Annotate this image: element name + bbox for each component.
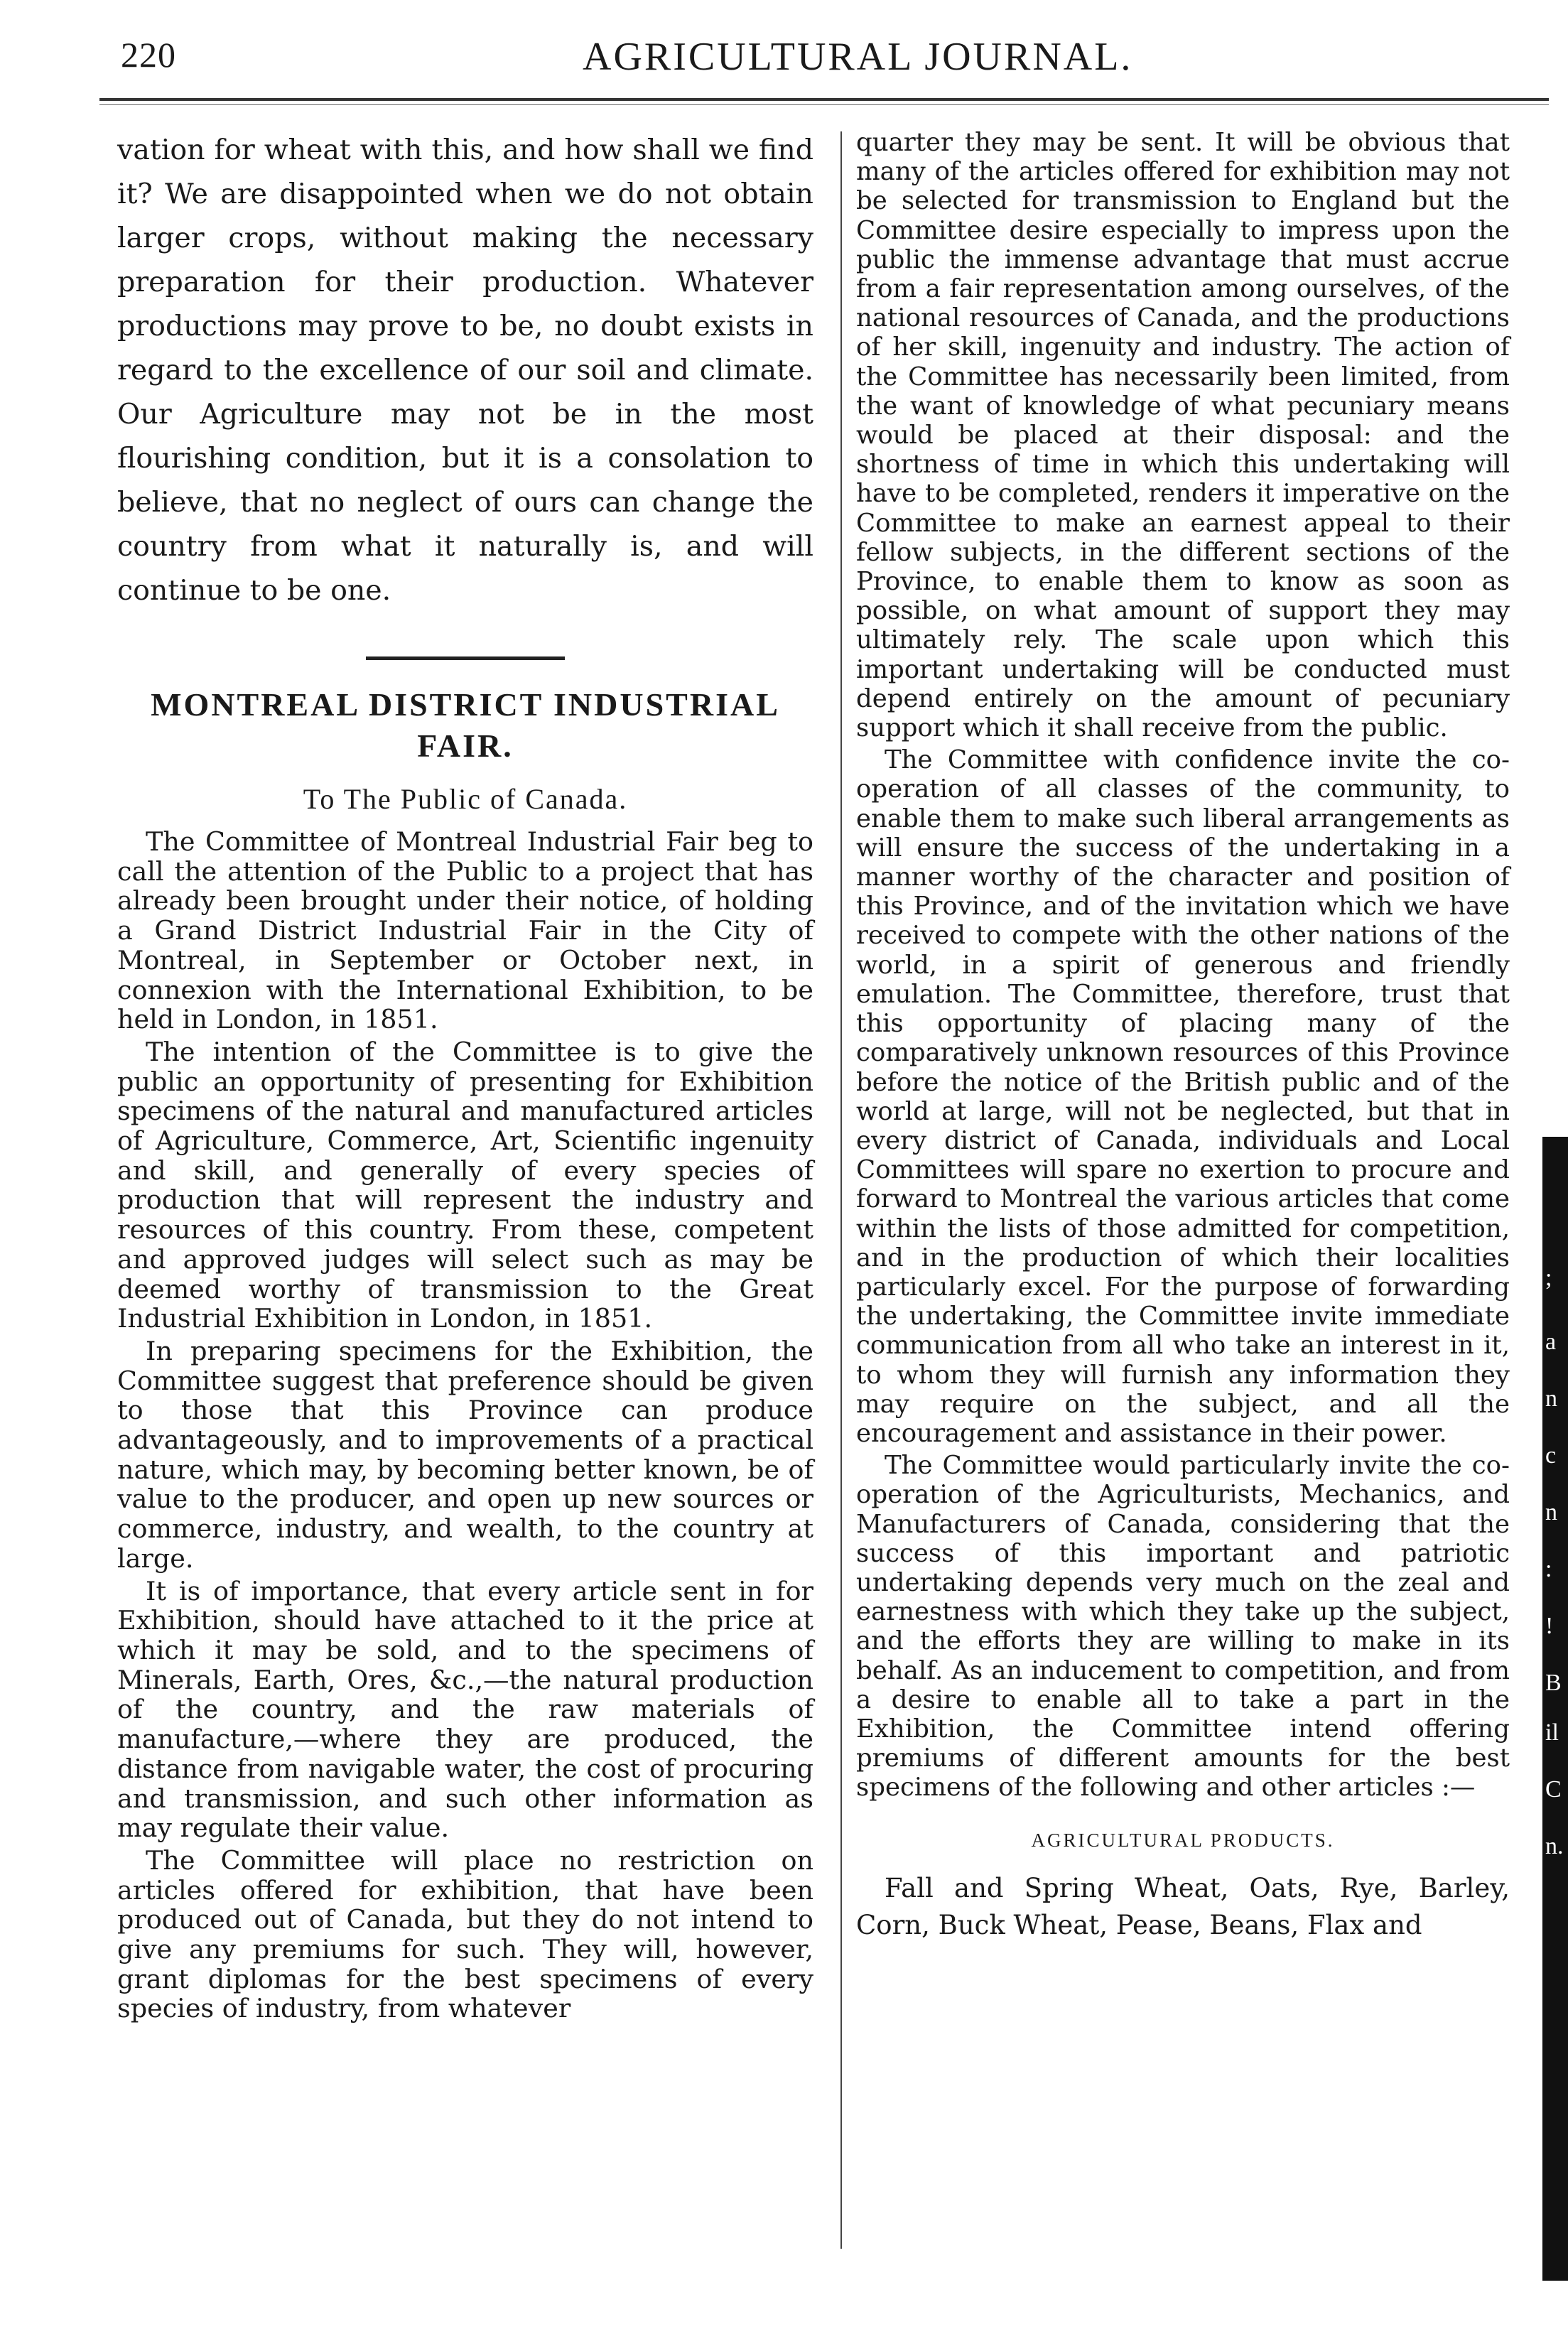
section-separator	[366, 656, 565, 660]
paragraph: The Committee of Montreal Industrial Fair beg to call the attention of the Public to a project that has already been brought under their notice, of holding a Grand District Industrial Fair in the City of Montreal, in September or October next, in connexion with the International Exhibition, to be held in London, in 1851.	[117, 826, 813, 1035]
header-rule	[99, 98, 1549, 101]
margin-mark: !	[1545, 1613, 1554, 1639]
paragraph: The intention of the Committee is to give the public an opportunity of presenting for Exhibition specimens of the natural and manufactured articles of Agriculture, Commerce, Art, Scientific ingenuity and skill, and generally of every species of production that will represent the industry and resources of this country. From these, competent and approved judges will select such as may be deemed worthy of transmission to the Great Industrial Exhibition in London, in 1851.	[117, 1036, 813, 1334]
header-rule-thin	[99, 104, 1549, 105]
right-column	[856, 128, 1510, 1944]
article-title: MONTREAL DISTRICT INDUSTRIAL FAIR.	[151, 686, 780, 764]
margin-mark: C	[1545, 1776, 1562, 1803]
margin-mark: n	[1545, 1385, 1557, 1412]
article-subtitle: To The Public of Canada.	[303, 783, 628, 815]
left-body	[117, 827, 813, 2023]
intro-passage	[117, 128, 813, 612]
bound-edge-gap	[1531, 1137, 1542, 2281]
margin-mark: B	[1545, 1670, 1562, 1696]
paragraph: The Committee will place no restriction on articles offered for exhibition, that have been produced out of Canada, but they do not intend to give any premiums for such. They will, however, grant diplomas for the best specimens of every species of industry, from whatever	[117, 1844, 813, 2024]
paragraph: The Committee with confidence invite the co-operation of all classes of the community, to enable them to make such liberal arrangements as will ensure the success of the undertaking in a manner worthy of the character and position of this Province, and of the invitation which we have received to compete with the other nations of the world, in a spirit of generous and friendly emulation. The Committee, therefore, trust that this opportunity of placing many of the comparatively unknown resources of this Province before the notice of the British public and of the world at large, will not be neglected, but that in every district of Canada, individuals and Local Committees will spare no exertion to procure and forward to Montreal the various articles that come within the lists of those admitted for competition, and in the production of which their localities particularly excel. For the purpose of forwarding the undertaking, the Committee invite immediate communication from all who take an interest in it, to whom they will furnish any information they may require on the subject, and all the encouragement and assistance in their power.	[856, 745, 1510, 1448]
paragraph: It is of importance, that every article sent in for Exhibition, should have attached to it the price at which it may be sold, and to the specimens of Minerals, Earth, Ores, &c.,—the natural production of the country, and the raw materials of manufacture,—where they are produced, the distance from navigable water, the cost of procuring and transmission, and such other information as may regulate their value.	[117, 1575, 813, 1844]
paragraph: Fall and Spring Wheat, Oats, Rye, Barley, Corn, Buck Wheat, Pease, Beans, Flax and	[856, 1872, 1510, 1940]
margin-mark: n	[1545, 1499, 1557, 1525]
page-header	[99, 27, 1520, 91]
column-divider	[840, 131, 842, 2249]
paragraph: quarter they may be sent. It will be obvious that many of the articles offered for exhibition may not be selected for transmission to England but the Committee desire especially to impress upon the public the immense advantage that must accrue from a fair representation among ourselves, of the national resources of Canada, and the productions of her skill, ingenuity and industry. The action of the Committee has necessarily been limited, from the want of knowledge of what pecuniary means would be placed at their disposal: and the shortness of time in which this undertaking will have to be completed, renders it imperative on the Committee to make an earnest appeal to their fellow subjects, in the different sections of the Province, to enable them to know as soon as possible, on what amount of support they may ultimately rely. The scale upon which this important undertaking will be conducted must depend entirely on the amount of pecuniary support which it shall receive from the public.	[856, 128, 1510, 743]
intro-paragraph: vation for wheat with this, and how shall we find it? We are disappointed when we do not obtain larger crops, without making the necessary preparation for their production. Whatever productions may prove to be, no doubt exists in regard to the excellence of our soil and climate. Our Agriculture may not be in the most flourishing condition, but it is a consolation to believe, that no neglect of ours can change the country from what it naturally is, and will continue to be one.	[117, 134, 813, 607]
margin-mark: n.	[1545, 1833, 1564, 1859]
paragraph: The Committee would particularly invite the co-operation of the Agriculturists, Mechanics, and Manufacturers of Canada, considering that the success of this important and patriotic undertaking depends very much on the zeal and earnestness with which they take up the subject, and the efforts they are willing to make in its behalf. As an inducement to competition, and from a desire to enable all to take a part in the Exhibition, the Committee intend offering premiums of different amounts for the best specimens of the following and other articles :—	[856, 1451, 1510, 1803]
margin-mark: a	[1545, 1329, 1557, 1355]
margin-mark: ;	[1545, 1265, 1552, 1291]
margin-mark: il	[1545, 1719, 1559, 1746]
page-number: 220	[121, 35, 176, 75]
journal-title: AGRICULTURAL JOURNAL.	[583, 35, 1133, 79]
right-body	[856, 128, 1510, 1944]
left-column	[117, 128, 813, 2023]
agricultural-products-heading: AGRICULTURAL PRODUCTS.	[1031, 1829, 1335, 1851]
margin-mark: c	[1545, 1442, 1557, 1469]
paragraph: In preparing specimens for the Exhibition, the Committee suggest that preference should be given to those that this Province can produce advantageously, and to improvements of a practical nature, which may, by becoming better known, be of value to the producer, and open up new sources or commerce, industry, and wealth, to the country at large.	[117, 1335, 813, 1574]
margin-mark: :	[1545, 1556, 1552, 1582]
